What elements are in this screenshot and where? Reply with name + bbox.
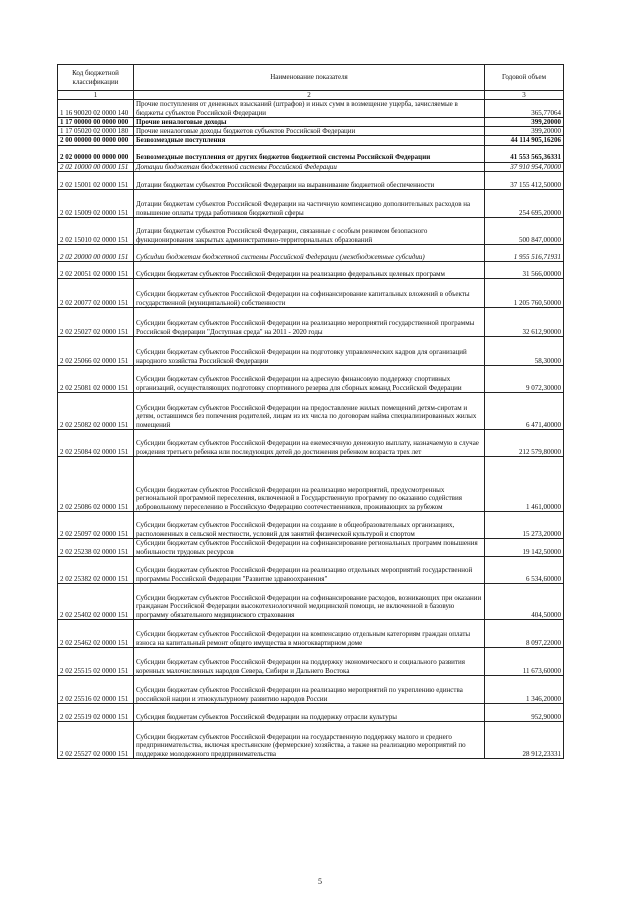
row-code: 2 02 15009 02 0000 151 — [58, 190, 134, 218]
row-name: Субсидии бюджетам субъектов Российской Федерации на реализацию мероприятий по укреплению единства российской нации и этнокультурному развитию народов России — [134, 676, 485, 704]
row-value: 9 072,30000 — [485, 366, 564, 393]
page-number: 5 — [318, 877, 322, 886]
row-value: 952,90000 — [485, 704, 564, 722]
row-name: Субсидии бюджетам субъектов Российской Федерации на подготовку управленческих кадров для организаций народного хозяйства Российской Федерации — [134, 337, 485, 366]
table-row — [58, 337, 564, 366]
row-name: Субсидии бюджетам субъектов Российской Федерации на софинансирование региональных программ повышения мобильности трудовых ресурсов — [134, 539, 485, 557]
row-value: 15 273,20000 — [485, 512, 564, 539]
row-name: Субсидии бюджетам субъектов Российской Федерации на реализацию мероприятий, предусмотренных региональной программой переселения, включенной в Государственную программу по оказанию содействия добровольному переселению в Российскую Федерацию соотечественников, проживающих за рубежом — [134, 457, 485, 512]
row-code: 2 02 25066 02 0000 151 — [58, 337, 134, 366]
row-code: 2 02 25086 02 0000 151 — [58, 457, 134, 512]
row-name: Субсидии бюджетам субъектов Российской Федерации на адресную финансовую поддержку спортивных организаций, осуществляющих подготовку спортивного резерва для сборных команд Российской Федерации — [134, 366, 485, 393]
row-value: 37 910 954,70000 — [485, 162, 564, 171]
row-value: 6 534,60000 — [485, 557, 564, 584]
row-code: 2 02 10000 00 0000 151 — [58, 162, 134, 171]
row-code: 2 02 25084 02 0000 151 — [58, 430, 134, 457]
row-code: 2 02 25082 02 0000 151 — [58, 393, 134, 430]
row-name: Субсидии бюджетам субъектов Российской Федерации на реализацию мероприятий государственной программы Российской Федерации "Доступная среда" на 2011 - 2020 годы — [134, 308, 485, 337]
row-value: 32 612,90000 — [485, 308, 564, 337]
row-name: Субсидии бюджетам субъектов Российской Федерации на реализацию отдельных мероприятий государственной программы Российской Федерации "Развитие здравоохранения" — [134, 557, 485, 584]
row-name: Безвозмездные поступления — [134, 136, 485, 145]
row-code: 2 02 20000 00 0000 151 — [58, 245, 134, 262]
table-row — [58, 245, 564, 262]
row-code: 2 02 25238 02 0000 151 — [58, 539, 134, 557]
row-code: 2 02 20077 02 0000 151 — [58, 279, 134, 308]
table-row — [58, 218, 564, 245]
table-row — [58, 512, 564, 539]
row-code: 2 02 25516 02 0000 151 — [58, 676, 134, 704]
row-name: Субсидии бюджетам субъектов Российской Федерации на создание в общеобразовательных организациях, расположенных в сельской местности, условий для занятий физической культурой и спортом — [134, 512, 485, 539]
row-code: 2 02 25402 02 0000 151 — [58, 584, 134, 620]
row-value: 1 955 516,71931 — [485, 245, 564, 262]
row-name: Субсидии бюджетам субъектов Российской Федерации на софинансирование расходов, возникающих при оказании гражданам Российской Федерации высокотехнологичной медицинской помощи, не включенной в базовую программу обязательного медицинского страхования — [134, 584, 485, 620]
row-value: 28 912,23331 — [485, 722, 564, 759]
header-num-name: 2 — [134, 91, 485, 100]
row-value: 1 346,20000 — [485, 676, 564, 704]
table-row — [58, 136, 564, 145]
row-code: 2 02 25097 02 0000 151 — [58, 512, 134, 539]
row-value: 19 142,50000 — [485, 539, 564, 557]
table-row — [58, 676, 564, 704]
row-code: 2 02 25527 02 0000 151 — [58, 722, 134, 759]
row-name: Прочие неналоговые доходы — [134, 117, 485, 126]
row-value: 31 566,00000 — [485, 262, 564, 279]
row-name: Субсидии бюджетам субъектов Российской Федерации на реализацию федеральных целевых программ — [134, 262, 485, 279]
row-value: 37 155 412,50000 — [485, 172, 564, 190]
table-row — [58, 722, 564, 759]
row-value: 399,20000 — [485, 127, 564, 136]
row-code: 1 16 90020 02 0000 140 — [58, 100, 134, 118]
row-code: 2 02 25515 02 0000 151 — [58, 648, 134, 676]
row-value: 1 461,00000 — [485, 457, 564, 512]
table-row — [58, 262, 564, 279]
table-row — [58, 393, 564, 430]
row-name: Дотации бюджетам субъектов Российской Федерации на выравнивание бюджетной обеспеченности — [134, 172, 485, 190]
row-name: Дотации бюджетам субъектов Российской Федерации, связанные с особым режимом безопасного функционирования закрытых административно-территориальных образований — [134, 218, 485, 245]
budget-revenue-table — [57, 64, 564, 759]
table-row — [58, 145, 564, 162]
table-row — [58, 620, 564, 648]
row-name: Субсидии бюджетам субъектов Российской Федерации на государственную поддержку малого и среднего предпринимательства, включая крестьянские (фермерские) хозяйства, а также на реализацию мероприятий по поддержке молодежного предпринимательства — [134, 722, 485, 759]
row-name: Безвозмездные поступления от других бюджетов бюджетной системы Российской Федерации — [134, 145, 485, 162]
row-value: 44 114 905,16206 — [485, 136, 564, 145]
table-row — [58, 539, 564, 557]
row-value: 399,20000 — [485, 117, 564, 126]
row-name: Субсидии бюджетам субъектов Российской Федерации на софинансирование капитальных вложений в объекты государственной (муниципальной) собственности — [134, 279, 485, 308]
row-name: Прочие неналоговые доходы бюджетов субъектов Российской Федерации — [134, 127, 485, 136]
row-code: 2 02 25081 02 0000 151 — [58, 366, 134, 393]
row-value: 254 695,20000 — [485, 190, 564, 218]
row-code: 1 17 05020 02 0000 180 — [58, 127, 134, 136]
row-value: 6 471,40000 — [485, 393, 564, 430]
row-value: 41 553 565,36331 — [485, 145, 564, 162]
row-code: 2 02 15001 02 0000 151 — [58, 172, 134, 190]
table-row — [58, 704, 564, 722]
row-code: 2 02 25462 02 0000 151 — [58, 620, 134, 648]
row-value: 8 097,22000 — [485, 620, 564, 648]
row-value: 58,30000 — [485, 337, 564, 366]
header-num-code: 1 — [58, 91, 134, 100]
row-name: Субсидии бюджетам субъектов Российской Федерации на ежемесячную денежную выплату, назначаемую в случае рождения третьего ребенка или последующих детей до достижения ребенком возраста трех лет — [134, 430, 485, 457]
table-row — [58, 117, 564, 126]
header-name: Наименование показателя — [134, 65, 485, 91]
table-row — [58, 127, 564, 136]
row-name: Субсидии бюджетам бюджетной системы Российской Федерации (межбюджетные субсидии) — [134, 245, 485, 262]
row-name: Дотации бюджетам бюджетной системы Российской Федерации — [134, 162, 485, 171]
row-code: 2 02 25519 02 0000 151 — [58, 704, 134, 722]
row-value: 404,50000 — [485, 584, 564, 620]
row-value: 11 673,60000 — [485, 648, 564, 676]
row-name: Дотации бюджетам субъектов Российской Федерации на частичную компенсацию дополнительных расходов на повышение оплаты труда работников бюджетной сферы — [134, 190, 485, 218]
table-row — [58, 457, 564, 512]
table-row — [58, 190, 564, 218]
table-row — [58, 172, 564, 190]
row-value: 1 205 760,50000 — [485, 279, 564, 308]
row-name: Субсидии бюджетам субъектов Российской Федерации на предоставление жилых помещений детям-сиротам и детям, оставшимся без попечения родителей, лицам из их числа по договорам найма специализированных жилых помещений — [134, 393, 485, 430]
table-row — [58, 162, 564, 171]
table-row — [58, 430, 564, 457]
row-code: 2 00 00000 00 0000 000 — [58, 136, 134, 145]
table-row — [58, 279, 564, 308]
row-value: 500 847,00000 — [485, 218, 564, 245]
row-value: 212 579,80000 — [485, 430, 564, 457]
table-row — [58, 308, 564, 337]
row-code: 2 02 25027 02 0000 151 — [58, 308, 134, 337]
row-value: 365,77064 — [485, 100, 564, 118]
row-code: 2 02 20051 02 0000 151 — [58, 262, 134, 279]
table-row — [58, 648, 564, 676]
table-row — [58, 584, 564, 620]
header-value: Годовой объем — [485, 65, 564, 91]
row-name: Прочие поступления от денежных взысканий (штрафов) и иных сумм в возмещение ущерба, зачисляемые в бюджеты субъектов Российской Федерации — [134, 100, 485, 118]
row-name: Субсидии бюджетам субъектов Российской Федерации на компенсацию отдельным категориям граждан оплаты взноса на капитальный ремонт общего имущества в многоквартирном доме — [134, 620, 485, 648]
row-code: 2 02 00000 00 0000 000 — [58, 145, 134, 162]
row-code: 1 17 00000 00 0000 000 — [58, 117, 134, 126]
header-num-value: 3 — [485, 91, 564, 100]
header-code: Код бюджетной классификации — [58, 65, 134, 91]
table-row — [58, 557, 564, 584]
row-code: 2 02 15010 02 0000 151 — [58, 218, 134, 245]
row-name: Субсидии бюджетам субъектов Российской Федерации на поддержку экономического и социального развития коренных малочисленных народов Севера, Сибири и Дальнего Востока — [134, 648, 485, 676]
row-name: Субсидия бюджетам субъектов Российской Федерации на поддержку отрасли культуры — [134, 704, 485, 722]
table-row — [58, 366, 564, 393]
row-code: 2 02 25382 02 0000 151 — [58, 557, 134, 584]
table-row — [58, 100, 564, 118]
